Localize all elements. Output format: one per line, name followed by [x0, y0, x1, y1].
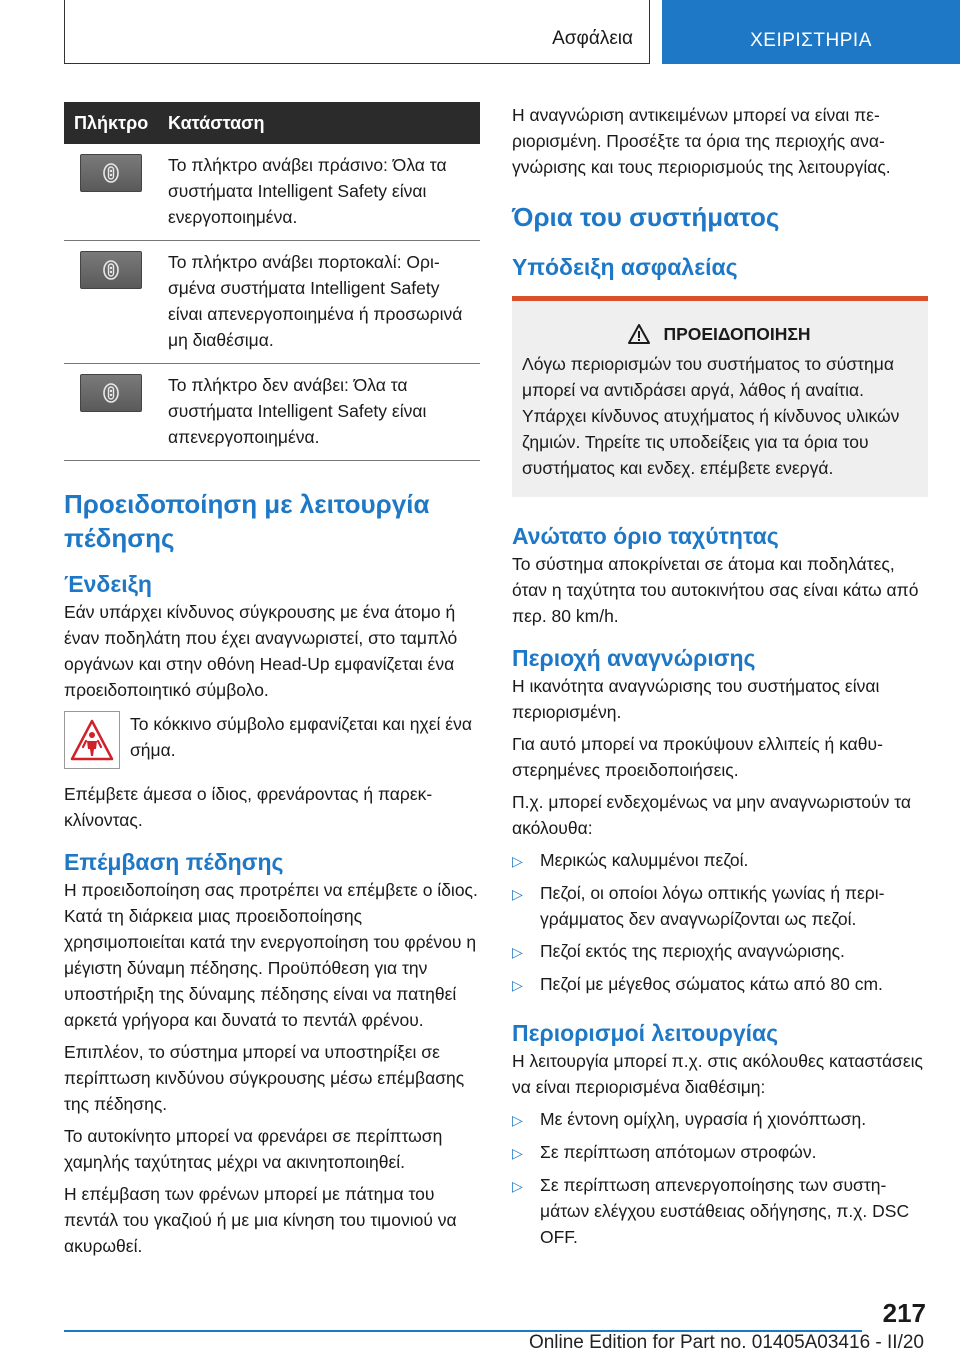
paragraph-speed: Το σύστημα αποκρίνεται σε άτομα και ποδηλάτες, όταν η ταχύτητα του αυτοκινήτου σας είναι κάτω από περ. 80 km/h. — [512, 554, 919, 626]
heading-speed-limit: Ανώτατο όριο ταχύτητας — [512, 523, 779, 549]
paragraph-braking-1: Η προειδοποίηση σας προτρέπει να επέμβετε ο ίδιος. Κατά τη διάρκεια μιας προειδοποίησης χρησιμοποιείται κατά την ενεργοποίηση του φρένου η μέγιστη δύναμη πέδησης. Προϋπόθεση για την υποστήριξη της δύναμης πέδησης είναι να πατηθεί αρκετά γρήγορα και δυνατά το πεντάλ φρένου. — [64, 880, 478, 1030]
left-column — [64, 102, 480, 1259]
paragraph-react: Επέμβετε άμεσα ο ίδιος, φρενάροντας ή παρεκκλίνοντας. — [64, 784, 433, 830]
range-list — [512, 847, 928, 998]
warning-triangle-icon — [627, 323, 651, 345]
table-cell-status: Το πλήκτρο δεν ανάβει: Όλα τα συστήματα Intelligent Safety είναι απενεργοποιημένα. — [168, 375, 427, 447]
table-row — [64, 144, 480, 241]
function-list — [512, 1106, 928, 1250]
footer-edition: Online Edition for Part no. 01405A03416 - II/20 — [528, 1332, 924, 1353]
table-header-key: Πλήκτρο — [74, 112, 149, 133]
bullet-triangle-icon: ▷ — [512, 853, 523, 869]
paragraph-function: Η λειτουργία μπορεί π.χ. στις ακόλουθες καταστάσεις να είναι περιορισμένα διαθέσιμη: — [512, 1051, 923, 1097]
table-row — [64, 241, 480, 364]
warning-callout — [512, 296, 928, 497]
chapter-tab[interactable] — [662, 0, 960, 64]
heading-detection-range: Περιοχή αναγνώρισης — [512, 645, 756, 671]
heading-function-limits: Περιορισμοί λειτουργίας — [512, 1020, 779, 1046]
list-item: ▷ Σε περίπτωση απενεργοποίησης των συστημάτων ελέγχου ευστάθειας οδήγησης, π.χ. DSC OFF. — [512, 1172, 928, 1250]
pedestrian-warning-icon — [64, 711, 120, 769]
table-row — [64, 364, 480, 461]
chapter-title: ΧΕΙΡΙΣΤΗΡΙΑ — [750, 30, 872, 51]
paragraph-braking-2: Επιπλέον, το σύστημα μπορεί να υποστηρίξει σε περίπτωση κινδύνου σύγκρουσης μέσω επέμβασης της πέδησης. — [64, 1042, 465, 1114]
intelligent-safety-button-icon — [80, 374, 142, 412]
symbol-row — [64, 711, 480, 769]
paragraph-range-3: Π.χ. μπορεί ενδεχομένως να μην αναγνωριστούν τα ακόλουθα: — [512, 792, 912, 838]
right-column — [512, 102, 928, 1250]
bullet-triangle-icon: ▷ — [512, 944, 523, 960]
page-number: 217 — [882, 1298, 926, 1328]
warning-text: Λόγω περιορισμών του συστήματος το σύστημα μπορεί να αντιδράσει αργά, λάθος ή αναίτια. Υπάρχει κίνδυνος ατυχήματος ή κίνδυνος υλικών ζημιών. Τηρείτε τις υποδείξεις για τα όρια του συστήματος και ενδεχ. επέμβετε ενεργά. — [522, 354, 900, 478]
table-cell-status: Το πλήκτρο ανάβει πορτοκαλί: Ορισμένα συστήματα Intelligent Safety είναι απενεργοποιημένα ή προσωρινά μη διαθέσιμα. — [168, 252, 463, 350]
paragraph-range-2: Για αυτό μπορεί να προκύψουν ελλιπείς ή καθυστερημένες προειδοποιήσεις. — [512, 734, 883, 780]
intelligent-safety-button-icon — [80, 154, 142, 192]
warning-title: ΠΡΟΕΙΔΟΠΟΙΗΣΗ — [663, 323, 811, 344]
table-header-status: Κατάσταση — [168, 112, 265, 133]
section-title: Ασφάλεια — [552, 28, 633, 49]
heading-braking-intervention: Επέμβαση πέδησης — [64, 849, 284, 875]
bullet-triangle-icon: ▷ — [512, 886, 523, 902]
list-item: ▷ Μερικώς καλυμμένοι πεζοί. — [512, 847, 928, 874]
paragraph-range-1: Η ικανότητα αναγνώρισης του συστήματος είναι περιορισμένη. — [512, 676, 880, 722]
list-item: ▷ Πεζοί, οι οποίοι λόγω οπτικής γωνίας ή περιγράμματος δεν αναγνωρίζονται ως πεζοί. — [512, 880, 928, 932]
list-item: ▷ Πεζοί με μέγεθος σώματος κάτω από 80 cm. — [512, 971, 928, 998]
table-cell-status: Το πλήκτρο ανάβει πράσινο: Όλα τα συστήματα Intelligent Safety είναι ενεργοποιημένα. — [168, 155, 447, 227]
header-frame — [64, 0, 650, 64]
bullet-triangle-icon: ▷ — [512, 1178, 523, 1194]
symbol-description: Το κόκκινο σύμβολο εμφανίζεται και ηχεί ένα σήμα. — [130, 714, 472, 760]
button-status-table — [64, 102, 480, 461]
bullet-triangle-icon: ▷ — [512, 1112, 523, 1128]
heading-safety-note: Υπόδειξη ασφαλείας — [512, 254, 738, 280]
paragraph-braking-4: Η επέμβαση των φρένων μπορεί με πάτημα του πεντάλ του γκαζιού ή με μια κίνηση του τιμονιού να ακυρωθεί. — [64, 1184, 457, 1256]
paragraph-braking-3: Το αυτοκίνητο μπορεί να φρενάρει σε περίπτωση χαμηλής ταχύτητας μέχρι να ακινητοποιηθεί. — [64, 1126, 443, 1172]
list-item: ▷ Με έντονη ομίχλη, υγρασία ή χιονόπτωση. — [512, 1106, 928, 1133]
heading-indication: Ένδειξη — [64, 571, 152, 597]
list-item: ▷ Σε περίπτωση απότομων στροφών. — [512, 1139, 928, 1166]
paragraph-intro: Η αναγνώριση αντικειμένων μπορεί να είναι περιορισμένη. Προσέξτε τα όρια της περιοχής αναγνώρισης και τους περιορισμούς της λειτουργίας. — [512, 105, 891, 177]
heading-braking-warning: Προειδοποίηση με λειτουργία πέδησης — [64, 489, 430, 553]
bullet-triangle-icon: ▷ — [512, 1145, 523, 1161]
table-header — [64, 102, 480, 144]
list-item: ▷ Πεζοί εκτός της περιοχής αναγνώρισης. — [512, 938, 928, 965]
heading-system-limits: Όρια του συστήματος — [512, 202, 780, 232]
intelligent-safety-button-icon — [80, 251, 142, 289]
bullet-triangle-icon: ▷ — [512, 977, 523, 993]
paragraph-indication: Εάν υπάρχει κίνδυνος σύγκρουσης με ένα άτομο ή έναν ποδηλάτη που έχει αναγνωριστεί, στο ταμπλό οργάνων και στην οθόνη Head-Up εμφανίζεται ένα προειδοποιητικό σύμβολο. — [64, 602, 458, 700]
